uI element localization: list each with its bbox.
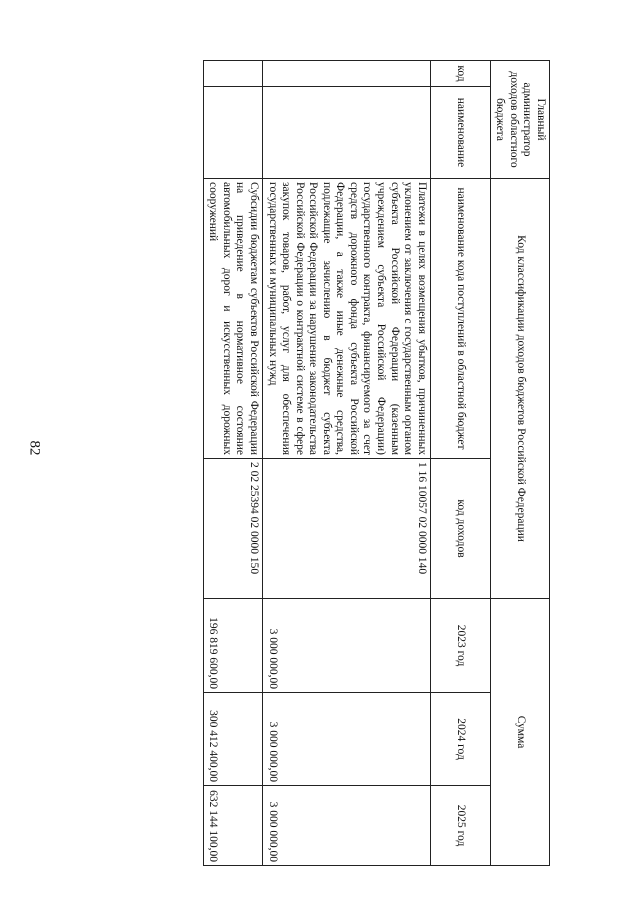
- year-2024-header: 2024 год: [430, 693, 490, 786]
- amount-2025-cell: 3 000 000,00: [263, 786, 431, 866]
- rotated-table-wrapper: [90, 60, 550, 865]
- income-code-cell: 2 02 25394 02 0000 150: [203, 459, 262, 599]
- table-row: [203, 61, 262, 866]
- revenue-table: [203, 60, 550, 866]
- table-row: [263, 61, 431, 866]
- income-code-header: код доходов: [430, 459, 490, 599]
- admin-code-header: код: [430, 61, 490, 87]
- amount-2023-cell: 3 000 000,00: [263, 599, 431, 693]
- classification-group-header: Код классификации доходов бюджетов Российской Федерации: [490, 179, 549, 599]
- table-header-row-bottom: [430, 61, 490, 866]
- amount-2024-cell: 3 000 000,00: [263, 693, 431, 786]
- income-name-header: наименование кода поступлений в областной бюджет: [430, 179, 490, 459]
- admin-name-cell: [263, 87, 431, 179]
- amount-2024-cell: 300 412 400,00: [203, 693, 262, 786]
- income-code-cell: 1 16 10057 02 0000 140: [263, 459, 431, 599]
- amount-2025-cell: 632 144 100,00: [203, 786, 262, 866]
- admin-name-header: наименование: [430, 87, 490, 179]
- amount-2023-cell: 196 819 600,00: [203, 599, 262, 693]
- sum-group-header: Сумма: [490, 599, 549, 866]
- admin-code-cell: [203, 61, 262, 87]
- admin-group-header: Главный администратор доходов областного бюджета: [490, 61, 549, 179]
- page-number: 82: [26, 440, 43, 456]
- year-2023-header: 2023 год: [430, 599, 490, 693]
- admin-name-cell: [203, 87, 262, 179]
- table-header-row-top: [490, 61, 549, 866]
- income-description-cell: Субсидии бюджетам субъектов Российской Федерации на приведение в нормативное состояние автомобильных дорог и искусственных дорожных сооружений: [203, 179, 262, 459]
- admin-code-cell: [263, 61, 431, 87]
- year-2025-header: 2025 год: [430, 786, 490, 866]
- income-description-cell: Платежи в целях возмещения убытков, причиненных уклонением от заключения с государственным органом субъекта Российской Федерации (казенным учреждением субъекта Российской Федерации) государственного контракта, финансируемого за счет средств дорожного фонда субъекта Российской Федерации, а также иные денежные средства, подлежащие зачислению в бюджет субъекта Российской Федерации за нарушение законодательства Российской Федерации о контрактной системе в сфере закупок товаров, работ, услуг для обеспечения государственных и муниципальных нужд: [263, 179, 431, 459]
